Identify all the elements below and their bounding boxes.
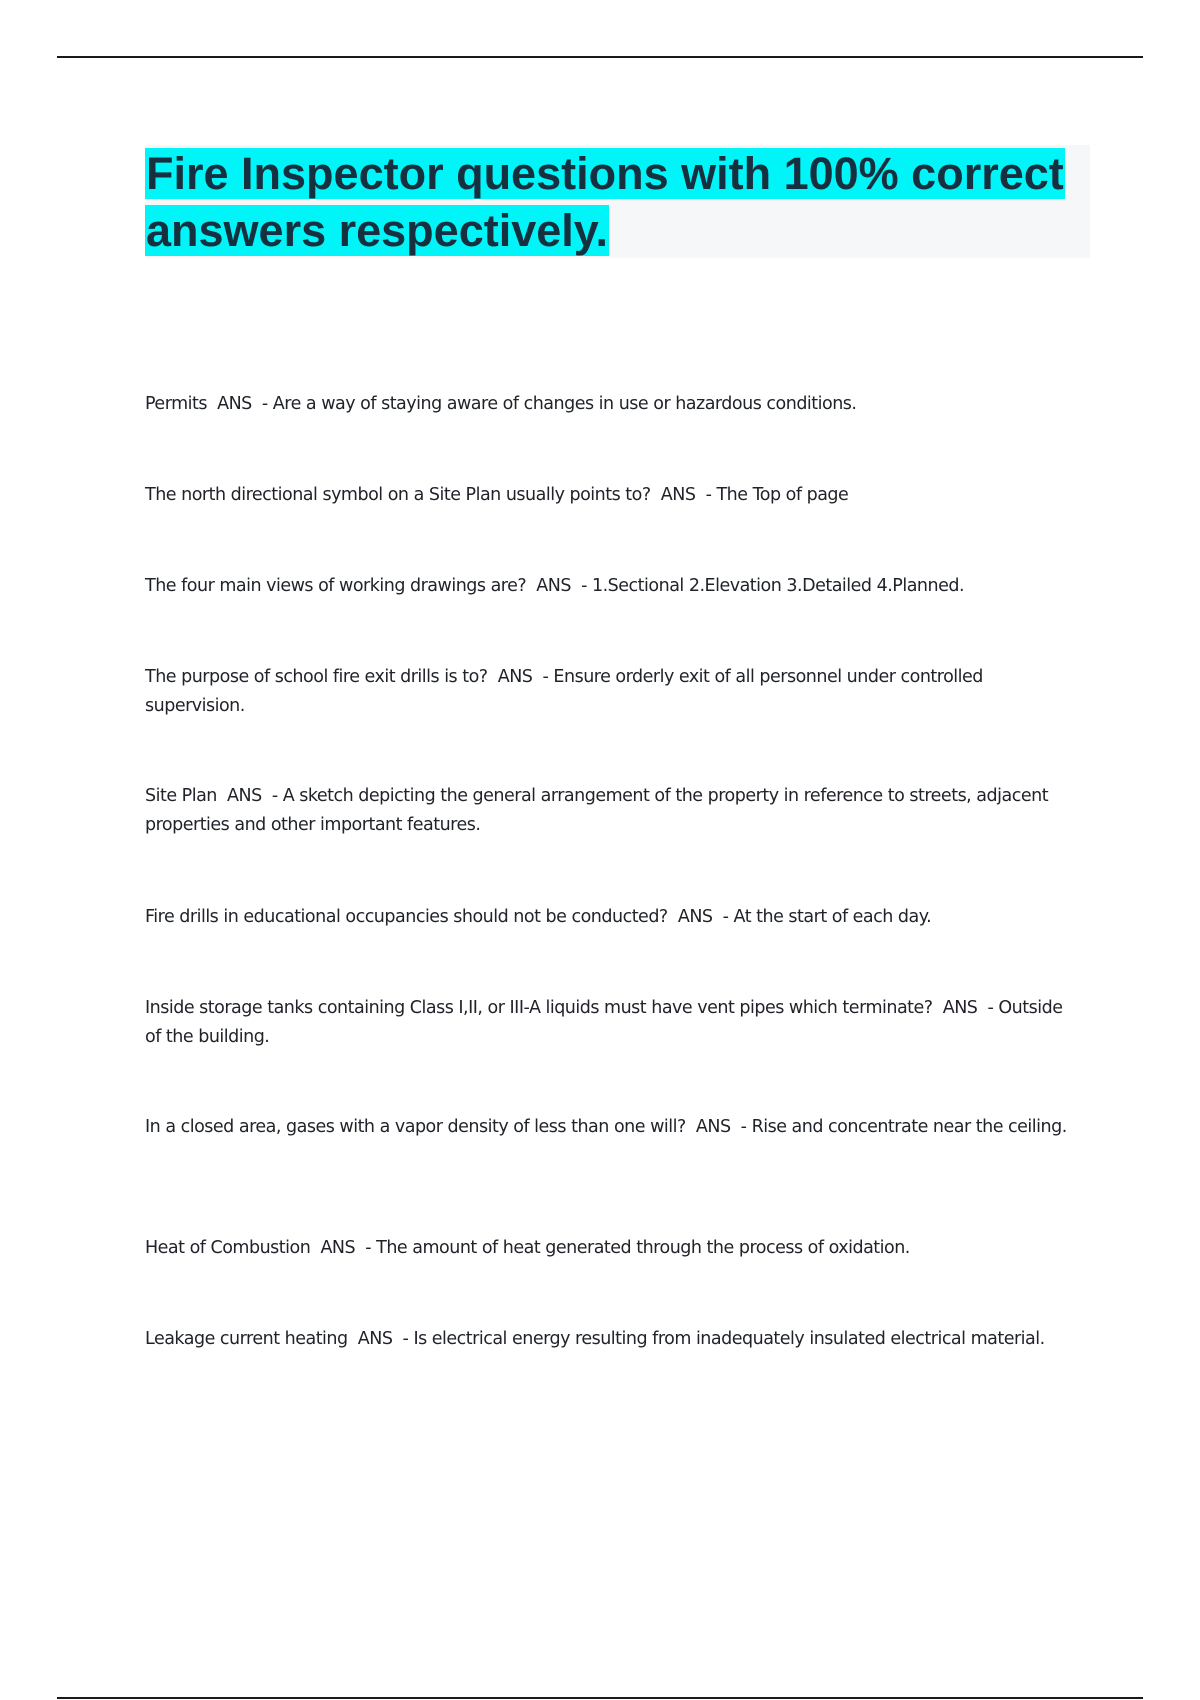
qa-item bbox=[145, 1113, 1075, 1142]
question-text: Permits bbox=[145, 394, 207, 414]
ans-separator: ANS - bbox=[216, 786, 283, 806]
ans-separator: ANS - bbox=[526, 576, 592, 596]
question-text: Inside storage tanks containing Class I,II, or III-A liquids must have vent pipes which terminate? bbox=[145, 998, 933, 1018]
answer-text: 1.Sectional 2.Elevation 3.Detailed 4.Planned. bbox=[591, 576, 965, 596]
qa-item bbox=[145, 1325, 1075, 1354]
ans-separator: ANS - bbox=[487, 667, 554, 687]
answer-text: Are a way of staying aware of changes in use or hazardous conditions. bbox=[272, 394, 857, 414]
question-text: The four main views of working drawings are? bbox=[145, 576, 527, 596]
question-text: The north directional symbol on a Site Plan usually points to? bbox=[145, 485, 651, 505]
answer-text: Ensure orderly exit of all personnel under controlled supervision. bbox=[145, 667, 983, 716]
question-text: Fire drills in educational occupancies should not be conducted? bbox=[145, 907, 668, 927]
answer-text: Is electrical energy resulting from inadequately insulated electrical material. bbox=[413, 1329, 1045, 1349]
qa-item bbox=[145, 481, 1075, 510]
document-title bbox=[145, 145, 1090, 259]
ans-separator: ANS - bbox=[932, 998, 999, 1018]
answer-text: At the start of each day. bbox=[733, 907, 932, 927]
qa-item bbox=[145, 663, 1075, 721]
answer-text: The Top of page bbox=[716, 485, 849, 505]
answer-text: Outside of the building. bbox=[145, 998, 1063, 1047]
qa-item bbox=[145, 903, 1075, 932]
answer-text: A sketch depicting the general arrangement of the property in reference to streets, adjacent properties and other important features. bbox=[145, 786, 1049, 835]
footer-rule bbox=[57, 1697, 1143, 1699]
header-rule bbox=[57, 56, 1143, 58]
title-block bbox=[145, 145, 1090, 258]
answer-text: The amount of heat generated through the process of oxidation. bbox=[376, 1238, 910, 1258]
ans-separator: ANS - bbox=[667, 907, 734, 927]
ans-separator: ANS - bbox=[310, 1238, 377, 1258]
ans-separator: ANS - bbox=[650, 485, 717, 505]
ans-separator: ANS - bbox=[685, 1117, 752, 1137]
question-text: The purpose of school fire exit drills is to? bbox=[145, 667, 488, 687]
question-text: Site Plan bbox=[145, 786, 217, 806]
qa-item bbox=[145, 782, 1075, 840]
ans-separator: ANS - bbox=[347, 1329, 414, 1349]
answer-text: Rise and concentrate near the ceiling. bbox=[751, 1117, 1067, 1137]
question-text: Leakage current heating bbox=[145, 1329, 348, 1349]
qa-item bbox=[145, 390, 1075, 419]
question-text: Heat of Combustion bbox=[145, 1238, 311, 1258]
qa-item bbox=[145, 994, 1075, 1052]
qa-item bbox=[145, 572, 1075, 601]
ans-separator: ANS - bbox=[206, 394, 273, 414]
question-text: In a closed area, gases with a vapor density of less than one will? bbox=[145, 1117, 686, 1137]
qa-item bbox=[145, 1234, 1075, 1263]
document-title-text: Fire Inspector questions with 100% correct answers respectively. bbox=[146, 148, 1064, 256]
